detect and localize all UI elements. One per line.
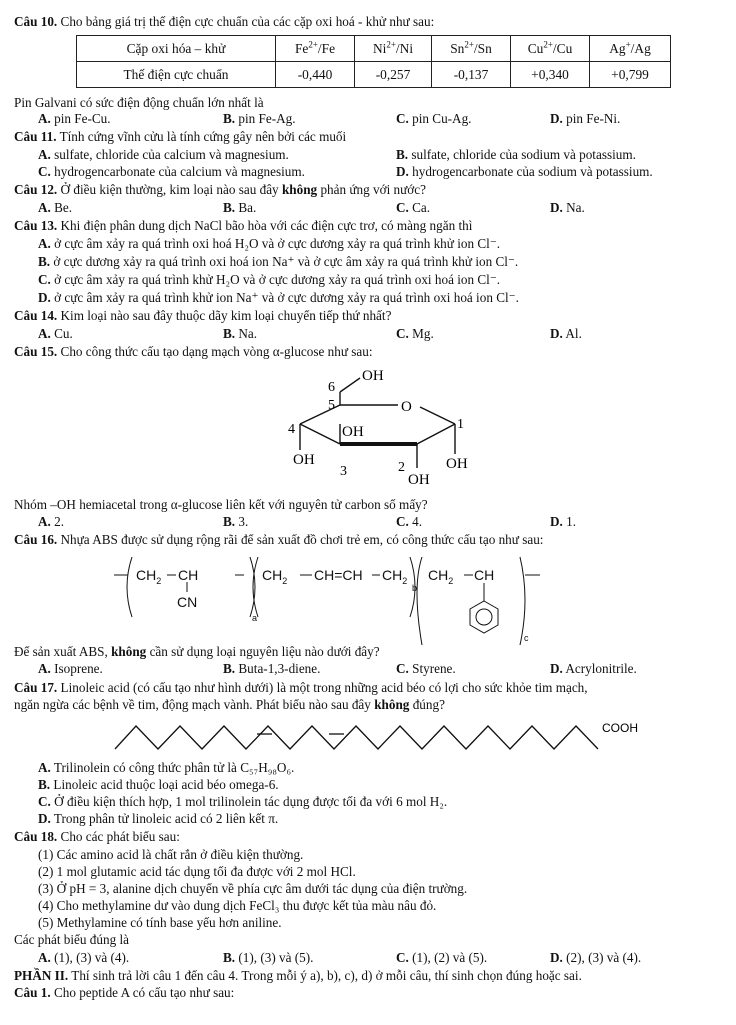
option-a[interactable]: A. (1), (3) và (4).	[38, 950, 130, 965]
abs-polymer-structure	[100, 549, 620, 647]
option-a[interactable]: A. Cu.	[38, 326, 73, 341]
option-c[interactable]: C. hydrogencarbonate của calcium và magnesium.	[38, 164, 305, 179]
option-b[interactable]: B. Ba.	[223, 200, 257, 215]
part-2-heading: PHẦN II. Thí sinh trả lời câu 1 đến câu 4. Trong mỗi ý a), b), c), d) ở mỗi câu, thí sinh chọn đúng hoặc sai.	[14, 968, 582, 983]
option-c[interactable]: C. Ca.	[396, 200, 431, 215]
option-b[interactable]: B. Na.	[223, 326, 258, 341]
option-b[interactable]: B. ở cực dương xảy ra quá trình oxi hoá ion Na⁺ và ở cực âm xảy ra quá trình khử ion Cl⁻.	[38, 254, 519, 269]
option-d[interactable]: D. hydrogencarbonate của sodium và potassium.	[396, 164, 653, 179]
table-cell-value: -0,137	[432, 62, 511, 88]
carbon-number: 6	[328, 380, 335, 395]
question-15-tail: Nhóm –OH hemiacetal trong α-glucose liên kết với nguyên tử carbon số mấy?	[14, 497, 428, 512]
carbon-number: 4	[288, 422, 295, 437]
question-17: Câu 17. Linoleic acid (có cấu tạo như hình dưới) là một trong những acid béo có lợi cho sức khỏe tim mạch,	[14, 680, 588, 695]
question-16-tail: Để sản xuất ABS, không cần sử dụng loại nguyên liệu nào dưới đây?	[14, 644, 380, 659]
oh-label: OH	[293, 452, 315, 468]
question-18-tail: Các phát biểu đúng là	[14, 932, 129, 947]
option-c[interactable]: C. Mg.	[396, 326, 434, 341]
option-b[interactable]: B. sulfate, chloride của sodium và potassium.	[396, 147, 636, 162]
formula-ch: CH	[178, 567, 199, 583]
statement-4: (4) Cho methylamine dư vào dung dịch FeCl₃ thu được kết tủa màu nâu đỏ.	[38, 898, 437, 913]
option-d[interactable]: D. Trong phân tử linoleic acid có 2 liên kết π.	[38, 811, 279, 826]
option-b[interactable]: B. Buta-1,3-diene.	[223, 661, 321, 676]
cooh-label: COOH	[602, 721, 638, 735]
statement-5: (5) Methylamine có tính base yếu hơn aniline.	[38, 915, 282, 930]
question-12: Câu 12. Ở điều kiện thường, kim loại nào sau đây không phản ứng với nước?	[14, 182, 426, 197]
question-18: Câu 18. Cho các phát biểu sau:	[14, 829, 180, 844]
carbon-number: 3	[340, 464, 347, 479]
oh-label: OH	[408, 472, 430, 488]
formula-ch2: $CH_2$	[136, 567, 162, 586]
linoleic-acid-structure	[110, 714, 670, 762]
question-11: Câu 11. Tính cứng vĩnh cửu là tính cứng gây nên bởi các muối	[14, 129, 347, 144]
statement-3: (3) Ở pH = 3, alanine dịch chuyển về phía cực âm dưới tác dụng của điện trường.	[38, 881, 468, 896]
table-cell-value: +0,340	[511, 62, 590, 88]
option-a[interactable]: A. pin Fe-Cu.	[38, 111, 111, 126]
question-10: Câu 10. Cho bảng giá trị thế điện cực chuẩn của các cặp oxi hoá - khử như sau:	[14, 14, 435, 29]
table-cell-value: -0,440	[276, 62, 355, 88]
carbon-number: 1	[457, 417, 464, 432]
question-14: Câu 14. Kim loại nào sau đây thuộc dãy kim loại chuyển tiếp thứ nhất?	[14, 308, 392, 323]
subscript-b: b	[412, 583, 418, 593]
option-d[interactable]: D. ở cực âm xảy ra quá trình khử ion Na⁺ và ở cực dương xảy ra quá trình oxi hoá ion Cl⁻.	[38, 290, 519, 305]
formula-ch: CH	[474, 567, 495, 583]
ring-oxygen-label: O	[401, 399, 412, 415]
oh-label: OH	[446, 456, 468, 472]
table-cell-pair-3: $Sn^{2+}/Sn$	[432, 36, 511, 62]
oh-label: OH	[342, 424, 364, 440]
option-d[interactable]: D. pin Fe-Ni.	[550, 111, 621, 126]
subscript-a: a	[252, 613, 258, 623]
electrode-potential-table	[76, 35, 671, 88]
option-a[interactable]: A. ở cực âm xảy ra quá trình oxi hoá H₂O và ở cực dương xảy ra quá trình khử ion Cl⁻.	[38, 236, 501, 251]
option-c[interactable]: C. (1), (2) và (5).	[396, 950, 488, 965]
table-cell-value: -0,257	[355, 62, 432, 88]
table-cell-value: +0,799	[590, 62, 671, 88]
option-c[interactable]: C. Styrene.	[396, 661, 456, 676]
part-2-question-1: Câu 1. Cho peptide A có cấu tạo như sau:	[14, 985, 235, 1000]
question-16: Câu 16. Nhựa ABS được sử dụng rộng rãi để sản xuất đồ chơi trẻ em, có công thức cấu tạo như sau:	[14, 532, 544, 547]
option-b[interactable]: B. (1), (3) và (5).	[223, 950, 314, 965]
formula-ch2: $CH_2$	[428, 567, 454, 586]
option-b[interactable]: B. 3.	[223, 514, 249, 529]
option-c[interactable]: C. pin Cu-Ag.	[396, 111, 472, 126]
table-cell-pair-5: Ag+/Ag	[590, 36, 671, 62]
statement-2: (2) 1 mol glutamic acid tác dụng tối đa được với 2 mol HCl.	[38, 864, 356, 879]
option-a[interactable]: A. Isoprene.	[38, 661, 103, 676]
option-d[interactable]: D. Acrylonitrile.	[550, 661, 637, 676]
carbon-number: 2	[398, 460, 405, 475]
oh-label: OH	[362, 368, 384, 384]
table-header-potential: Thế điện cực chuẩn	[77, 62, 276, 88]
option-d[interactable]: D. Na.	[550, 200, 585, 215]
option-c[interactable]: C. Ở điều kiện thích hợp, 1 mol trilinolein tác dụng được tối đa với 6 mol H₂.	[38, 794, 448, 809]
option-a[interactable]: A. Trilinolein có công thức phân tử là C₅₇H₉₈O₆.	[38, 760, 295, 775]
table-header-pair: Cặp oxi hóa – khử	[77, 36, 276, 62]
table-cell-pair-2: $Ni^{2+}/Ni$	[355, 36, 432, 62]
option-a[interactable]: A. Be.	[38, 200, 73, 215]
formula-ch2: $CH_2$	[262, 567, 288, 586]
option-b[interactable]: B. Linoleic acid thuộc loại acid béo omega-6.	[38, 777, 279, 792]
table-cell-pair-1: $Fe^{2+}/Fe$	[276, 36, 355, 62]
option-a[interactable]: A. sulfate, chloride của calcium và magnesium.	[38, 147, 289, 162]
formula-ch-eq-ch: CH=CH	[314, 567, 363, 583]
option-c[interactable]: C. ở cực âm xảy ra quá trình khử H₂O và ở cực dương xảy ra quá trình oxi hoá ion Cl⁻.	[38, 272, 501, 287]
option-d[interactable]: D. (2), (3) và (4).	[550, 950, 642, 965]
option-c[interactable]: C. 4.	[396, 514, 423, 529]
question-17-line2: ngăn ngừa các bệnh về tim, động mạch vành. Phát biểu nào sau đây không đúng?	[14, 697, 445, 712]
carbon-number: 5	[328, 398, 335, 413]
option-a[interactable]: A. 2.	[38, 514, 65, 529]
option-d[interactable]: D. Al.	[550, 326, 582, 341]
statement-1: (1) Các amino acid là chất rắn ở điều kiện thường.	[38, 847, 304, 862]
question-15: Câu 15. Cho công thức cấu tạo dạng mạch vòng α-glucose như sau:	[14, 344, 373, 359]
question-13: Câu 13. Khi điện phân dung dịch NaCl bão hòa với các điện cực trơ, có màng ngăn thì	[14, 218, 473, 233]
option-d[interactable]: D. 1.	[550, 514, 577, 529]
table-cell-pair-4: $Cu^{2+}/Cu$	[511, 36, 590, 62]
subscript-c: c	[524, 633, 529, 643]
formula-cn: CN	[177, 594, 198, 610]
option-b[interactable]: B. pin Fe-Ag.	[223, 111, 296, 126]
alpha-glucose-structure	[270, 362, 510, 492]
formula-ch2: $CH_2$	[382, 567, 408, 586]
question-10-tail: Pin Galvani có sức điện động chuẩn lớn nhất là	[14, 95, 264, 110]
